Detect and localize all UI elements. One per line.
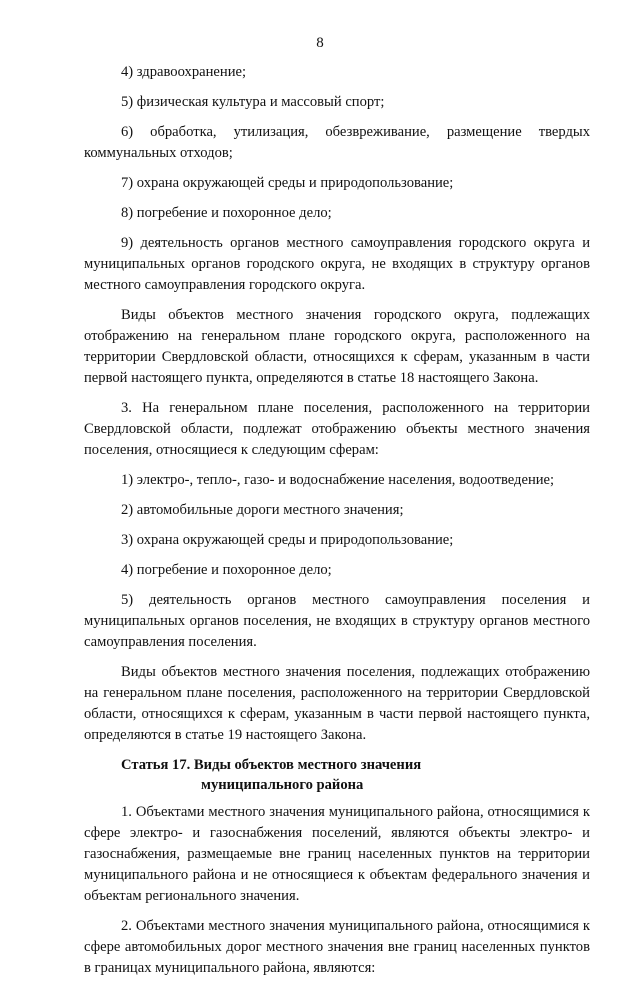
paragraph: 1) электро-, тепло-, газо- и водоснабжение населения, водоотведение; (121, 472, 555, 488)
paragraph: Виды объектов местного значения городского округа, подлежащих отображению на генеральном плане городского округа, расположенного на территории Свердловской области, относящихся к сферам, указанным в части первой настоящего пункта, определяются в статье 18 настоящего Закона. (84, 307, 590, 386)
paragraph: 1. Объектами местного значения муниципального района, относящимися к сфере электро- и газоснабжения поселений, являются объекты электро- и газоснабжения, размещаемые вне границ населенных пунктов на территории муниципального района и не относящиеся к объектам федерального значения и объектам регионального значения. (84, 804, 590, 904)
paragraph: 3. На генеральном плане поселения, расположенного на территории Свердловской области, подлежат отображению объекты местного значения поселения, относящиеся к следующим сферам: (84, 400, 590, 458)
paragraph: 3) охрана окружающей среды и природопользование; (121, 532, 454, 548)
paragraph: 6) обработка, утилизация, обезвреживание, размещение твердых коммунальных отходов; (84, 124, 590, 161)
paragraph: 2) автомобильные дороги местного значения; (121, 502, 404, 518)
paragraph: 5) деятельность органов местного самоуправления поселения и муниципальных органов поселения, не входящих в структуру органов местного самоуправления поселения. (84, 592, 590, 650)
paragraph: 2. Объектами местного значения муниципального района, относящимися к сфере автомобильных дорог местного значения вне границ населенных пунктов в границах муниципального района, являются: (84, 918, 590, 976)
article-title (84, 755, 590, 795)
paragraph: 8) погребение и похоронное дело; (121, 205, 332, 221)
paragraph: 5) физическая культура и массовый спорт; (121, 94, 385, 110)
document-body (84, 62, 590, 988)
paragraph: 4) погребение и похоронное дело; (121, 562, 332, 578)
paragraph: 9) деятельность органов местного самоуправления городского округа и муниципальных органов городского округа, не входящих в структуру органов местного самоуправления городского округа. (84, 235, 590, 293)
paragraph: 7) охрана окружающей среды и природопользование; (121, 175, 454, 191)
paragraph: 4) здравоохранение; (121, 64, 247, 80)
article-title-line2: муниципального района (201, 777, 364, 793)
page-number: 8 (316, 35, 324, 51)
paragraph: Виды объектов местного значения поселения, подлежащих отображению на генеральном плане поселения, расположенного на территории Свердловской области, относящихся к сферам, указанным в части первой настоящего пункта, определяются в статье 19 настоящего Закона. (84, 664, 590, 743)
article-title-line1: Статья 17. Виды объектов местного значения (121, 757, 422, 773)
